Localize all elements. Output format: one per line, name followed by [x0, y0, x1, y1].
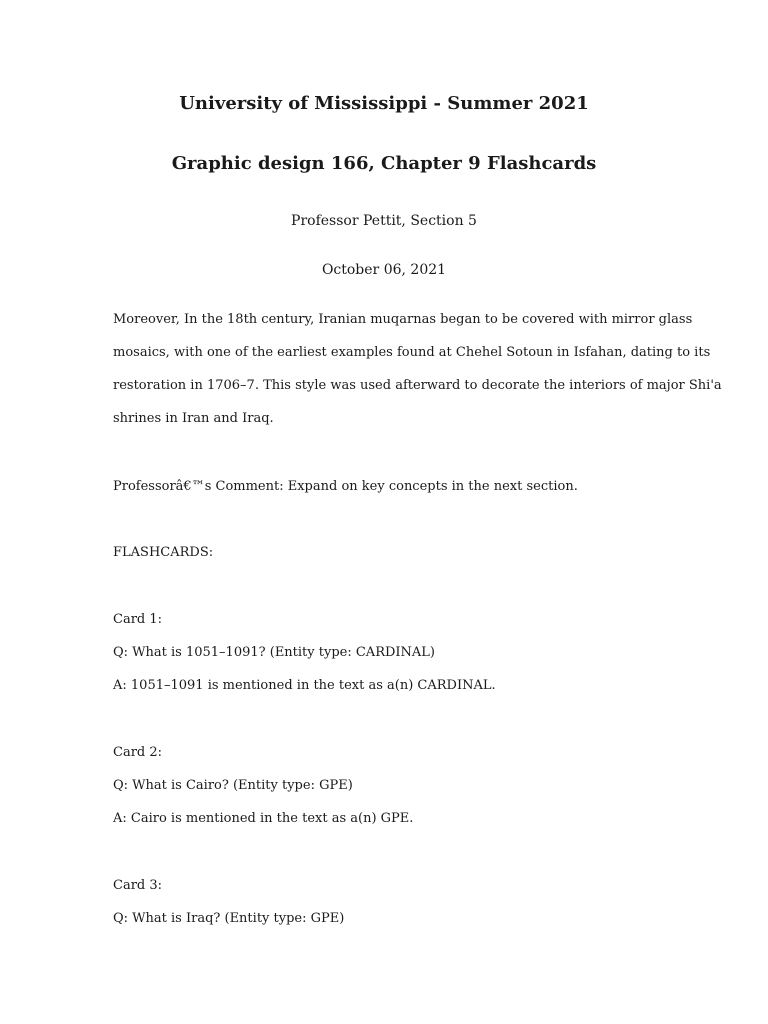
date-line: October 06, 2021: [321, 262, 447, 278]
card-3-label: Card 3:: [113, 878, 163, 893]
flashcards-heading: FLASHCARDS:: [113, 545, 214, 560]
card-2-question: Q: What is Cairo? (Entity type: GPE): [113, 778, 353, 793]
professor-comment: Professorâ€™s Comment: Expand on key concepts in the next section.: [113, 479, 578, 494]
card-2-answer: A: Cairo is mentioned in the text as a(n) GPE.: [113, 811, 414, 826]
paragraph-line-3: restoration in 1706–7. This style was used afterward to decorate the interiors of major Shi'a: [113, 378, 722, 393]
paragraph-line-1: Moreover, In the 18th century, Iranian muqarnas began to be covered with mirror glass: [113, 312, 693, 327]
card-1-label: Card 1:: [113, 612, 163, 627]
card-1-answer: A: 1051–1091 is mentioned in the text as a(n) CARDINAL.: [113, 678, 496, 693]
paragraph-line-4: shrines in Iran and Iraq.: [113, 411, 274, 426]
course-title: Graphic design 166, Chapter 9 Flashcards: [171, 153, 597, 174]
paragraph-line-2: mosaics, with one of the earliest examples found at Chehel Sotoun in Isfahan, dating to its: [113, 345, 711, 360]
university-title: University of Mississippi - Summer 2021: [179, 93, 589, 114]
card-2-label: Card 2:: [113, 745, 163, 760]
professor-line: Professor Pettit, Section 5: [291, 213, 477, 229]
card-3-question: Q: What is Iraq? (Entity type: GPE): [113, 911, 345, 926]
card-1-question: Q: What is 1051–1091? (Entity type: CARDINAL): [113, 645, 436, 660]
